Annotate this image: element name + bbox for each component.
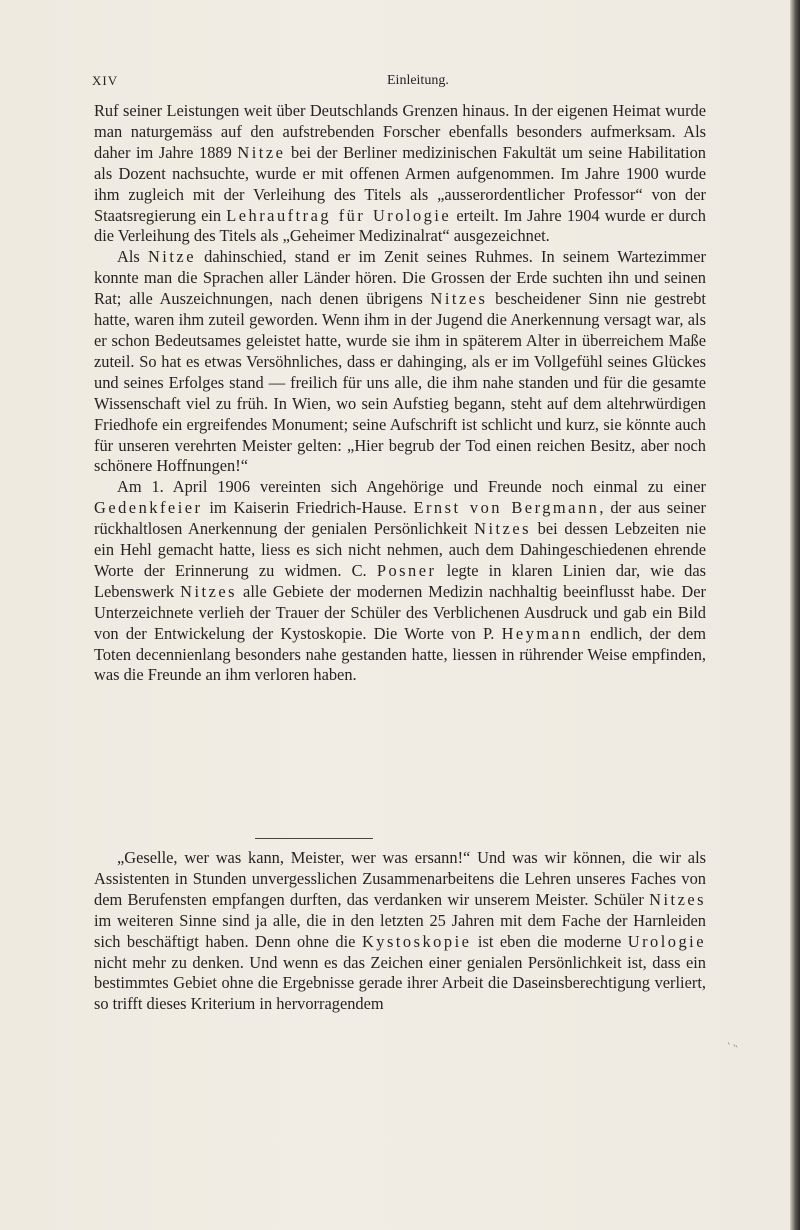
emphasis-spaced: Urologie — [627, 931, 706, 951]
paragraph-4: „Geselle, wer was kann, Meister, wer was ersann!“ Und was wir können, die wir als Assistenten in Stunden unvergesslichen Zusammenarbeitens die Lehren unseres Faches von dem Berufensten empfangen durften, das verdanken wir unserem Meister. Schüler Nitzes im weiteren Sinne sind ja alle, die in den letzten 25 Jahren mit dem Fache der Harnleiden sich beschäftigt haben. Denn ohne die Kystoskopie ist eben die moderne Urologie nicht mehr zu denken. Und wenn es das Zeichen einer genialen Persönlichkeit ist, dass ein bestimmtes Gebiet ohne die Ergebnisse gerade ihrer Arbeit die Daseinsberechtigung verliert, so trifft dieses Kriterium in hervorragendem — [94, 848, 706, 1014]
paragraph-1: Ruf seiner Leistungen weit über Deutschlands Grenzen hinaus. In der eigenen Heimat wurde man naturgemäss auf den aufstrebenden Forscher ebenfalls besonders aufmerksam. Als daher im Jahre 1889 Nitze bei der Berliner medizinischen Fakultät um seine Habilitation als Dozent nachsuchte, wurde er mit offenen Armen aufgenommen. Im Jahre 1900 wurde ihm zugleich mit der Verleihung des Titels als „ausserordentlicher Professor“ von der Staatsregierung ein Lehrauftrag für Urologie erteilt. Im Jahre 1904 wurde er durch die Verleihung des Titels als „Geheimer Medizinalrat“ ausgezeichnet. — [94, 101, 706, 246]
page-header — [0, 73, 800, 97]
name-spaced: Heymann — [501, 623, 583, 643]
name-spaced: Nitze — [237, 142, 286, 162]
page-number: XIV — [92, 73, 119, 88]
main-text-continued — [94, 848, 706, 1015]
paragraph-3: Am 1. April 1906 vereinten sich Angehörige und Freunde noch einmal zu einer Gedenkfeier im Kaiserin Friedrich-Hause. Ernst von Bergmann, der aus seiner rückhaltlosen Anerkennung der genialen Persönlichkeit Nitzes bei dessen Lebzeiten nie ein Hehl gemacht hatte, liess es sich nicht nehmen, auch dem Dahingeschiedenen ehrende Worte der Erinnerung zu widmen. C. Posner legte in klaren Linien dar, wie das Lebenswerk Nitzes alle Gebiete der modernen Medizin nachhaltig beeinflusst habe. Der Unterzeichnete verlieh der Trauer der Schüler des Verblichenen Ausdruck und gab ein Bild von der Entwickelung der Kystoskopie. Die Worte von P. Heymann endlich, der dem Toten decennienlang besonders nahe gestanden hatte, liessen in rührender Weise empfinden, was die Freunde an ihm verloren haben. — [94, 477, 706, 685]
name-spaced: Nitzes — [430, 289, 488, 309]
name-spaced: Ernst von Bergmann — [413, 498, 600, 518]
name-spaced: Nitze — [147, 247, 196, 267]
name-spaced: Nitzes — [649, 889, 706, 909]
emphasis-spaced: Gedenkfeier — [94, 498, 203, 518]
emphasis-spaced: Lehrauftrag für Urologie — [226, 205, 452, 225]
name-spaced: Nitzes — [180, 581, 238, 601]
paragraph-2: Als Nitze dahinschied, stand er im Zenit seines Ruhmes. In seinem Wartezimmer konnte man die Sprachen aller Länder hören. Die Grossen der Erde suchten ihn und seinen Rat; alle Auszeichnungen, nach denen übrigens Nitzes bescheidener Sinn nie gestrebt hatte, waren ihm zuteil geworden. Wenn ihm in der Jugend die Anerkennung versagt war, als er schon Bedeutsames geleistet hatte, wurde sie ihm in späterem Alter in überreichem Maße zuteil. So hat es etwas Versöhnliches, dass er dahinging, als er im Vollgefühl seines Glückes und seines Erfolges stand — freilich für uns alle, die ihm nahe standen und für die gesamte Wissenschaft viel zu früh. In Wien, wo sein Aufstieg begann, steht auf dem altehrwürdigen Friedhofe ein ergreifendes Monument; seine Aufschrift ist schlicht und kurz, sie könnte auch für unseren verehrten Meister gelten: „Hier begrub der Tod einen reichen Besitz, aber noch schönere Hoffnungen!“ — [94, 247, 706, 476]
emphasis-spaced: Kystoskopie — [361, 931, 472, 951]
running-title: Einleitung. — [387, 73, 449, 88]
pencil-mark: ˴ ˵ — [725, 1034, 741, 1052]
name-spaced: Nitzes — [474, 519, 531, 539]
page-edge-shadow — [790, 0, 800, 1230]
name-spaced: Posner — [376, 560, 437, 580]
main-text — [94, 101, 706, 686]
section-divider — [255, 838, 373, 839]
